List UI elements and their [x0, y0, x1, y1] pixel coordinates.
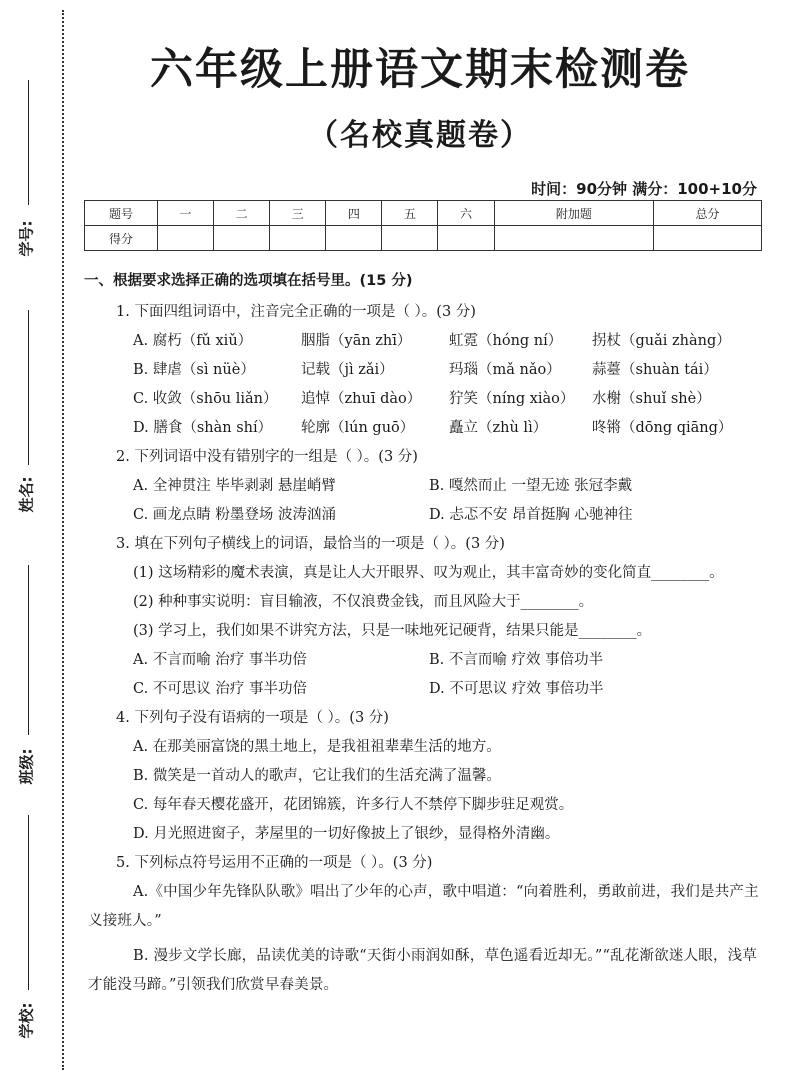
- option: A. 在那美丽富饶的黑土地上，是我祖祖辈辈生活的地方。: [133, 739, 501, 755]
- option: D. 忐忑不安 昂首挺胸 心驰神往: [429, 507, 633, 523]
- page-title: 六年级上册语文期末检测卷: [150, 45, 690, 95]
- table-header-cell: 附加题: [494, 201, 654, 226]
- option: B. 嘎然而止 一望无迹 张冠李戴: [429, 478, 633, 494]
- score-cell[interactable]: [438, 226, 494, 251]
- option-row: [88, 385, 768, 414]
- table-header-cell: 总分: [654, 201, 762, 226]
- option: 轮廓（lún guō）: [301, 420, 415, 436]
- table-header-cell: 六: [438, 201, 494, 226]
- table-header-cell: 二: [214, 201, 270, 226]
- option: 蒜薹（shuàn tái）: [592, 362, 718, 378]
- option: B. 微笑是一首动人的歌声，它让我们的生活充满了温馨。: [133, 768, 501, 784]
- score-cell[interactable]: [382, 226, 438, 251]
- score-cell[interactable]: [214, 226, 270, 251]
- question-3-stem: 3. 填在下列句子横线上的词语，最恰当的一项是（ ）。(3 分): [116, 536, 505, 552]
- page-subtitle: （名校真题卷）: [308, 118, 532, 153]
- binding-dashed-line: [62, 10, 64, 1070]
- name-label: 姓名:: [17, 476, 36, 513]
- score-row-label: 得分: [85, 226, 158, 251]
- option-row: [88, 472, 768, 501]
- class-label: 班级:: [17, 748, 36, 785]
- option: 咚锵（dōng qiāng）: [592, 420, 733, 436]
- option: 水榭（shuǐ shè）: [592, 391, 711, 407]
- class-blank[interactable]: [28, 565, 29, 735]
- section-heading: 一、根据要求选择正确的选项填在括号里。(15 分): [84, 273, 413, 289]
- option: D. 膳食（shàn shí）: [133, 420, 273, 436]
- score-cell[interactable]: [326, 226, 382, 251]
- option: 矗立（zhù lì）: [449, 420, 548, 436]
- score-cell[interactable]: [270, 226, 326, 251]
- sub-sentence: (3) 学习上，我们如果不讲究方法，只是一味地死记硬背，结果只能是________。: [133, 623, 652, 639]
- score-table-header-row: [85, 201, 762, 226]
- option: B. 肆虐（sì nüè）: [133, 362, 255, 378]
- option: 记载（jì zǎi）: [301, 362, 394, 378]
- sub-sentence: (2) 种种事实说明：盲目输液，不仅浪费金钱，而且风险大于________。: [133, 594, 594, 610]
- option: C. 画龙点睛 粉墨登场 波涛汹涌: [133, 507, 337, 523]
- table-header-cell: 题号: [85, 201, 158, 226]
- option-row: [88, 414, 768, 443]
- table-header-cell: 五: [382, 201, 438, 226]
- score-cell[interactable]: [654, 226, 762, 251]
- option: 追悼（zhuī dào）: [301, 391, 422, 407]
- option-paragraph: A.《中国少年先锋队队歌》唱出了少年的心声，歌中唱道：“向着胜利，勇敢前进，我们是共产主义接班人。”: [88, 884, 759, 929]
- option: A. 腐朽（fǔ xiǔ）: [133, 333, 253, 349]
- student-id-label: 学号:: [17, 220, 36, 257]
- score-cell[interactable]: [494, 226, 654, 251]
- question-5-stem: 5. 下列标点符号运用不正确的一项是（ ）。(3 分): [116, 855, 433, 871]
- student-id-blank[interactable]: [28, 80, 29, 205]
- score-table-score-row: [85, 226, 762, 251]
- sub-sentence: (1) 这场精彩的魔术表演，真是让人大开眼界、叹为观止，其丰富奇妙的变化简直________。: [133, 565, 724, 581]
- table-header-cell: 四: [326, 201, 382, 226]
- option: A. 全神贯注 毕毕剥剥 悬崖峭臂: [133, 478, 336, 494]
- score-cell[interactable]: [158, 226, 214, 251]
- option: B. 不言而喻 疗效 事倍功半: [429, 652, 604, 668]
- option-row: [88, 356, 768, 385]
- table-header-cell: 三: [270, 201, 326, 226]
- table-header-cell: 一: [158, 201, 214, 226]
- question-content: [84, 268, 768, 1000]
- option: C. 每年春天樱花盛开，花团锦簇，许多行人不禁停下脚步驻足观赏。: [133, 797, 574, 813]
- option: 拐杖（guǎi zhàng）: [592, 333, 731, 349]
- question-2-stem: 2. 下列词语中没有错别字的一组是（ ）。(3 分): [116, 449, 418, 465]
- option: D. 不可思议 疗效 事倍功半: [429, 681, 604, 697]
- option: C. 收敛（shōu liǎn）: [133, 391, 278, 407]
- option: 虹霓（hóng ní）: [449, 333, 563, 349]
- option: 狞笑（níng xiào）: [449, 391, 575, 407]
- question-1-stem: 1. 下面四组词语中，注音完全正确的一项是（ ）。(3 分): [116, 304, 476, 320]
- option-paragraph: B. 漫步文学长廊，品读优美的诗歌“天街小雨润如酥，草色遥看近却无。”“乱花渐欲迷人眼，浅草才能没马蹄。”引领我们欣赏早春美景。: [88, 948, 758, 993]
- option-row: [88, 327, 768, 356]
- option: A. 不言而喻 治疗 事半功倍: [133, 652, 307, 668]
- option-row: [88, 501, 768, 530]
- time-and-score-info: 时间：90分钟 满分：100+10分: [531, 180, 757, 198]
- school-label: 学校:: [17, 1002, 36, 1039]
- option: 玛瑙（mǎ nǎo）: [449, 362, 561, 378]
- name-blank[interactable]: [28, 310, 29, 465]
- option: D. 月光照进窗子，茅屋里的一切好像披上了银纱，显得格外清幽。: [133, 826, 560, 842]
- option-row: [88, 646, 768, 675]
- option-row: [88, 675, 768, 704]
- question-4-stem: 4. 下列句子没有语病的一项是（ ）。(3 分): [116, 710, 389, 726]
- option: C. 不可思议 治疗 事半功倍: [133, 681, 308, 697]
- score-table: [84, 200, 762, 251]
- school-blank[interactable]: [28, 815, 29, 990]
- option: 胭脂（yān zhī）: [301, 333, 412, 349]
